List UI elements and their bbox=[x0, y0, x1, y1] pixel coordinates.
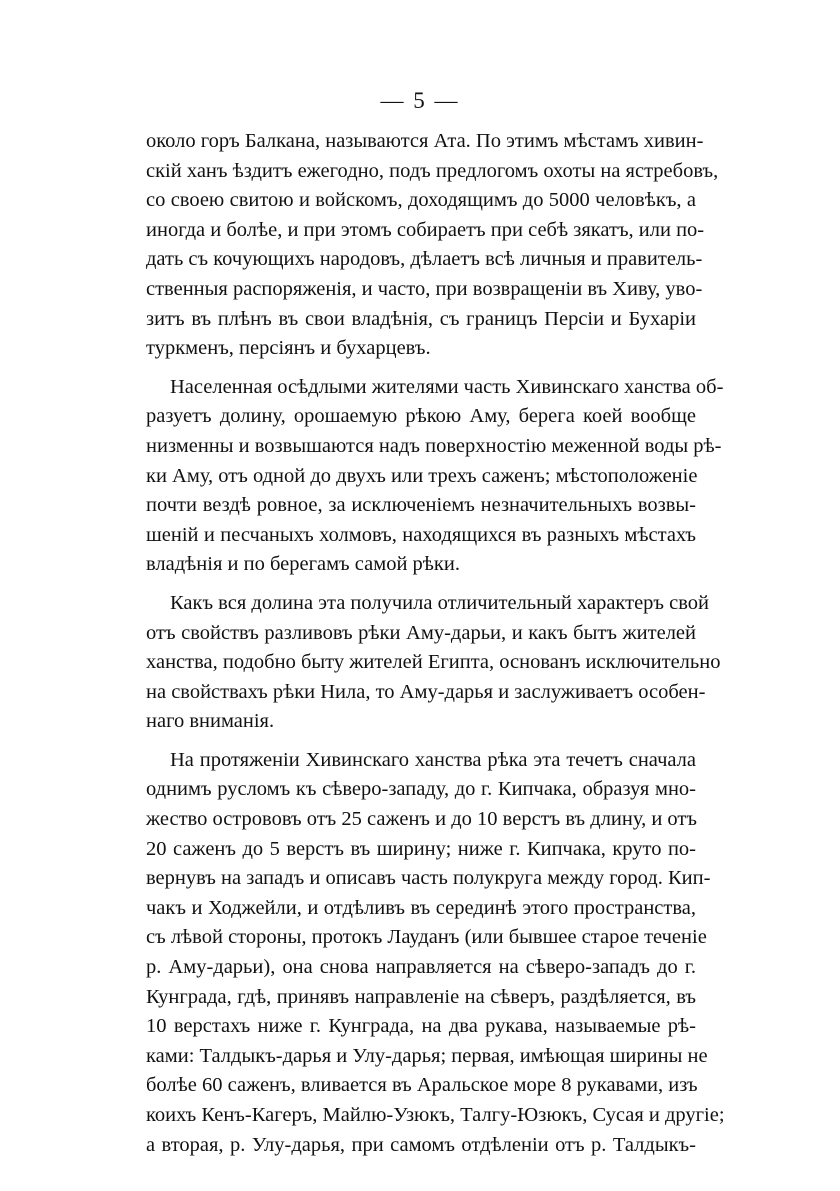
text-line: ками: Талдыкъ-дарья и Улу-дарья; первая, имѣющая ширины не bbox=[146, 1044, 708, 1067]
text-line: ханства, подобно быту жителей Египта, основанъ исключительно bbox=[146, 651, 721, 674]
text-line: разуетъ долину, орошаемую рѣкою Аму, берега коей вообще bbox=[146, 405, 696, 428]
text-line: Населенная осѣдлыми жителями часть Хивинскаго ханства об- bbox=[170, 375, 724, 398]
text-line: на свойствахъ рѣки Нила, то Аму-дарья и заслуживаетъ особен- bbox=[146, 680, 706, 703]
text-line: отъ свойствъ разливовъ рѣки Аму-дарьи, и какъ бытъ жителей bbox=[146, 621, 696, 644]
paragraph bbox=[146, 373, 724, 580]
text-line: владѣнія и по берегамъ самой рѣки. bbox=[146, 553, 460, 576]
paragraph bbox=[146, 127, 719, 364]
text-line: Кунграда, гдѣ, принявъ направленіе на сѣверъ, раздѣляется, въ bbox=[146, 985, 696, 1008]
text-line: дать съ кочующихъ народовъ, дѣлаетъ всѣ личныя и правитель- bbox=[146, 248, 703, 271]
text-line: вернувъ на западъ и описавъ часть полукруга между город. Кип- bbox=[146, 867, 711, 890]
text-line: ки Аму, отъ одной до двухъ или трехъ саженъ; мѣстоположеніе bbox=[146, 464, 698, 487]
text-line: 20 саженъ до 5 верстъ въ ширину; ниже г. Кипчака, круто по- bbox=[146, 837, 696, 860]
text-line: туркменъ, персіянъ и бухарцевъ. bbox=[146, 337, 431, 360]
text-line: жество острововъ отъ 25 саженъ и до 10 верстъ въ длину, и отъ bbox=[146, 808, 697, 831]
text-line: съ лѣвой стороны, протокъ Лауданъ (или бывшее старое теченіе bbox=[146, 926, 707, 949]
page-number: — 5 — bbox=[380, 88, 460, 113]
text-line: 10 верстахъ ниже г. Кунграда, на два рукава, называемые рѣ- bbox=[146, 1015, 696, 1038]
text-line: зитъ въ плѣнъ въ свои владѣнія, съ границъ Персіи и Бухаріи bbox=[146, 307, 696, 330]
text-line: болѣе 60 саженъ, вливается въ Аральское море 8 рукавами, изъ bbox=[146, 1074, 698, 1097]
text-line: коихъ Кенъ-Кагеръ, Майлю-Узюкъ, Талгу-Юзюкъ, Сусая и другіе; bbox=[146, 1104, 725, 1126]
text-line: шеній и песчаныхъ холмовъ, находящихся въ разныхъ мѣстахъ bbox=[146, 523, 696, 546]
text-line: почти вездѣ ровное, за исключеніемъ незначительныхъ возвы- bbox=[146, 494, 696, 517]
text-line: Какъ вся долина эта получила отличительный характеръ свой bbox=[170, 591, 709, 614]
text-line: р. Аму-дарьи), она снова направляется на сѣверо-западъ до г. bbox=[146, 956, 696, 979]
text-line: На протяженіи Хивинскаго ханства рѣка эта течетъ сначала bbox=[170, 748, 696, 771]
body-text bbox=[146, 127, 725, 1160]
paragraph bbox=[146, 746, 725, 1160]
text-line: а вторая, р. Улу-дарья, при самомъ отдѣленіи отъ р. Талдыкъ- bbox=[146, 1133, 696, 1156]
text-line: ственныя распоряженія, и часто, при возвращеніи въ Хиву, уво- bbox=[146, 277, 703, 300]
text-line: низменны и возвышаются надъ поверхностію меженной воды рѣ- bbox=[146, 434, 722, 457]
text-line: чакъ и Ходжейли, и отдѣливъ въ серединѣ этого пространства, bbox=[146, 896, 696, 919]
text-line: скій ханъ ѣздитъ ежегодно, подъ предлогомъ охоты на ястребовъ, bbox=[146, 159, 719, 182]
text-line: около горъ Балкана, называются Ата. По этимъ мѣстамъ хивин- bbox=[146, 130, 704, 152]
text-line: со своею свитою и войскомъ, доходящимъ до 5000 человѣкъ, а bbox=[146, 189, 696, 212]
paragraph bbox=[146, 589, 721, 737]
text-line: иногда и болѣе, и при этомъ собираетъ при себѣ зякатъ, или по- bbox=[146, 218, 705, 241]
text-line: однимъ русломъ къ сѣверо-западу, до г. Кипчака, образуя мно- bbox=[146, 778, 696, 801]
text-line: наго вниманія. bbox=[146, 710, 275, 733]
